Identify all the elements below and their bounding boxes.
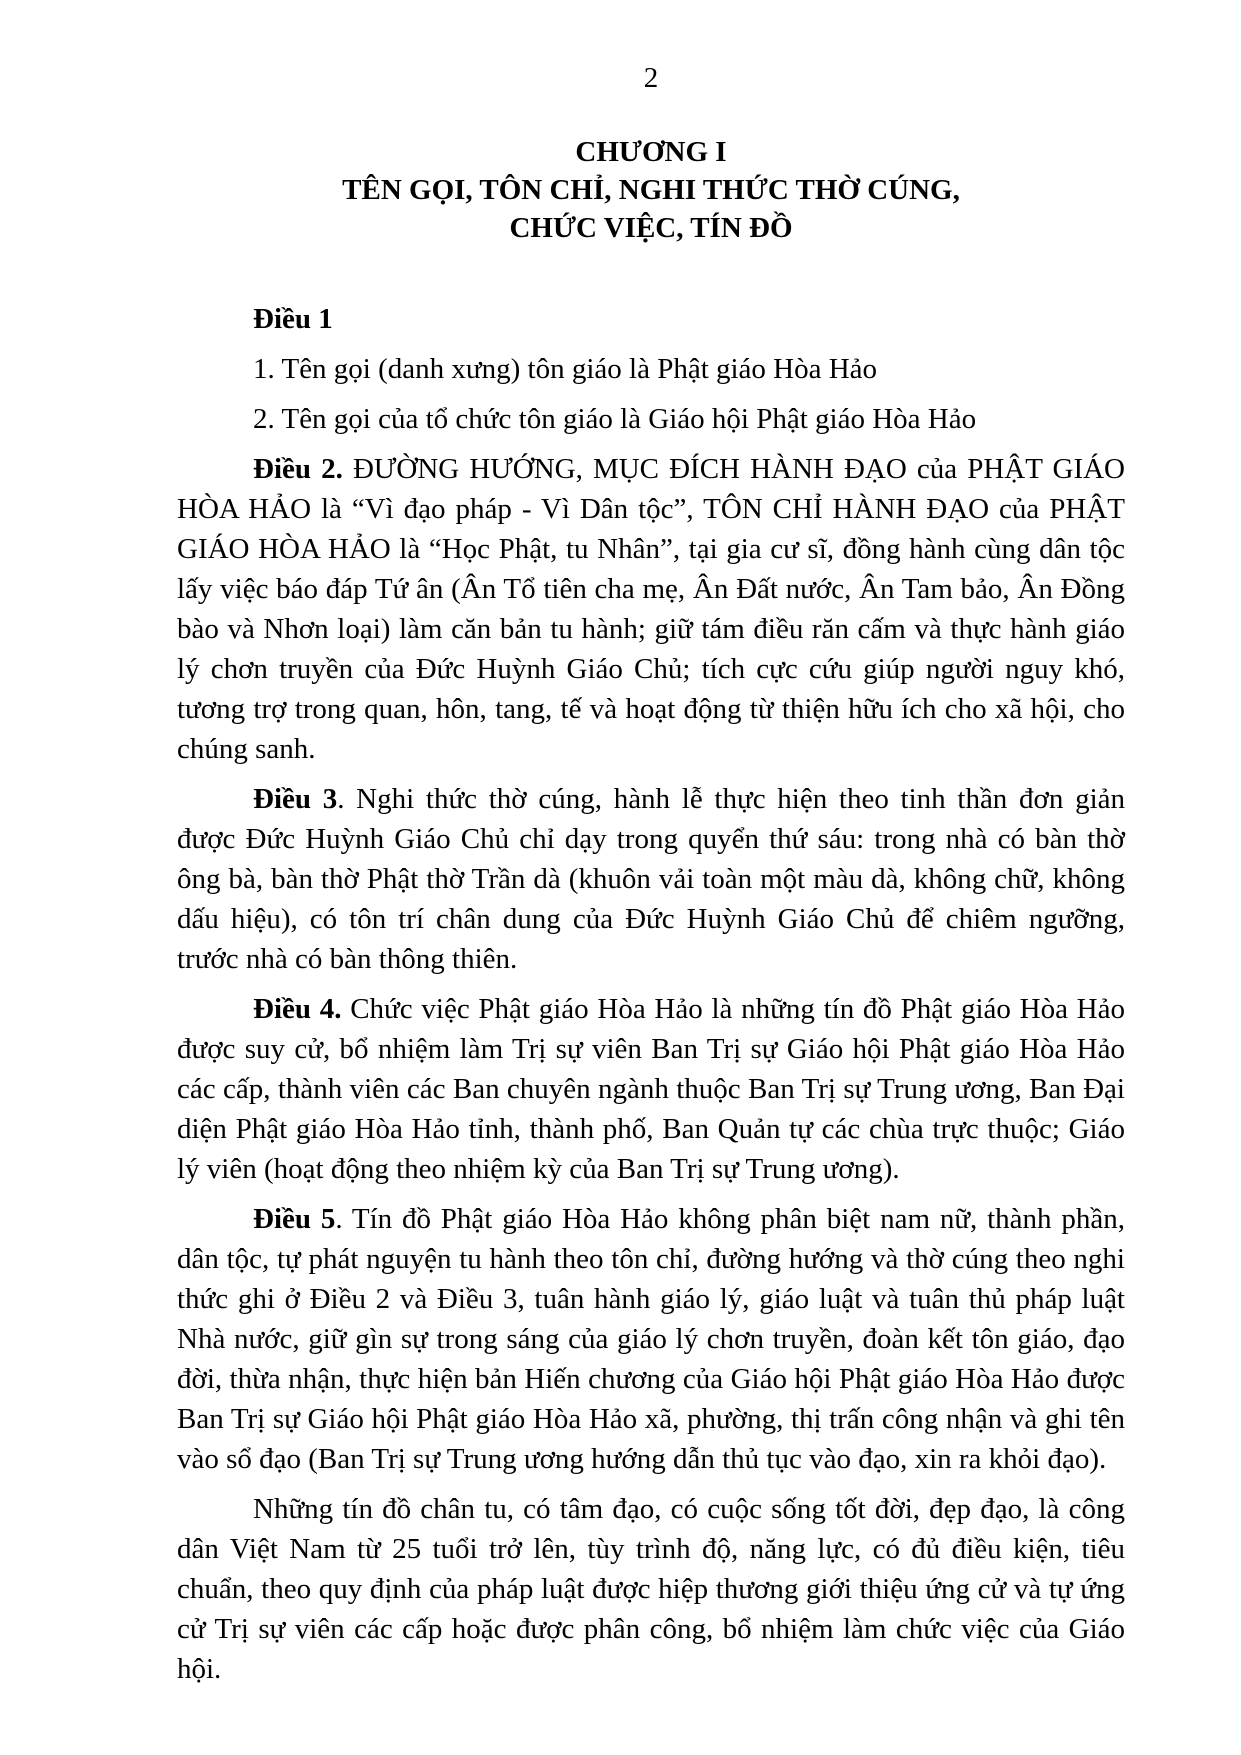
article-5-text: . Tín đồ Phật giáo Hòa Hảo không phân biệt nam nữ, thành phần, dân tộc, tự phát nguyện tu hành theo tôn chỉ, đường hướng và thờ cúng theo nghi thức ghi ở Điều 2 và Điều 3, tuân hành giáo lý, giáo luật và tuân thủ pháp luật Nhà nước, giữ gìn sự trong sáng của giáo lý chơn truyền, đoàn kết tôn giáo, đạo đời, thừa nhận, thực hiện bản Hiến chương của Giáo hội Phật giáo Hòa Hảo được Ban Trị sự Giáo hội Phật giáo Hòa Hảo xã, phường, thị trấn công nhận và ghi tên vào sổ đạo (Ban Trị sự Trung ương hướng dẫn thủ tục vào đạo, xin ra khỏi đạo). — [177, 1203, 1125, 1475]
article-1-label: Điều 1 — [253, 303, 333, 335]
article-2-paragraph — [177, 449, 1125, 769]
article-1-item-1-text: 1. Tên gọi (danh xưng) tôn giáo là Phật giáo Hòa Hảo — [253, 353, 878, 385]
article-1-item-2-text: 2. Tên gọi của tổ chức tôn giáo là Giáo hội Phật giáo Hòa Hảo — [253, 403, 977, 435]
article-3-label: Điều 3 — [253, 783, 338, 815]
article-3-text: . Nghi thức thờ cúng, hành lễ thực hiện theo tinh thần đơn giản được Đức Huỳnh Giáo Chủ chỉ dạy trong quyển thứ sáu: trong nhà có bàn thờ ông bà, bàn thờ Phật thờ Trần dà (khuôn vải toàn một màu dà, không chữ, không dấu hiệu), có tôn trí chân dung của Đức Huỳnh Giáo Chủ để chiêm ngưỡng, trước nhà có bàn thông thiên. — [177, 783, 1125, 975]
page-number: 2 — [643, 62, 659, 94]
article-1-item-1 — [177, 349, 1125, 389]
article-1-heading — [177, 299, 1125, 339]
article-4-paragraph — [177, 989, 1125, 1189]
article-1-item-2 — [177, 399, 1125, 439]
chapter-heading — [177, 133, 1125, 247]
article-4-label: Điều 4. — [253, 993, 342, 1025]
article-5-paragraph — [177, 1199, 1125, 1479]
document-body — [177, 299, 1125, 1689]
chapter-subtitle-line1: TÊN GỌI, TÔN CHỈ, NGHI THỨC THỜ CÚNG, — [342, 174, 960, 206]
closing-paragraph — [177, 1489, 1125, 1689]
chapter-title: CHƯƠNG I — [575, 136, 727, 168]
chapter-subtitle-line2: CHỨC VIỆC, TÍN ĐỒ — [509, 212, 793, 244]
article-2-label: Điều 2. — [253, 453, 343, 485]
article-4-text: Chức việc Phật giáo Hòa Hảo là những tín đồ Phật giáo Hòa Hảo được suy cử, bổ nhiệm làm Trị sự viên Ban Trị sự Giáo hội Phật giáo Hòa Hảo các cấp, thành viên các Ban chuyên ngành thuộc Ban Trị sự Trung ương, Ban Đại diện Phật giáo Hòa Hảo tỉnh, thành phố, Ban Quản tự các chùa trực thuộc; Giáo lý viên (hoạt động theo nhiệm kỳ của Ban Trị sự Trung ương). — [177, 993, 1125, 1185]
article-5-label: Điều 5 — [253, 1203, 336, 1235]
article-3-paragraph — [177, 779, 1125, 979]
closing-paragraph-text: Những tín đồ chân tu, có tâm đạo, có cuộc sống tốt đời, đẹp đạo, là công dân Việt Nam từ 25 tuổi trở lên, tùy trình độ, năng lực, có đủ điều kiện, tiêu chuẩn, theo quy định của pháp luật được hiệp thương giới thiệu ứng cử và tự ứng cử Trị sự viên các cấp hoặc được phân công, bổ nhiệm làm chức việc của Giáo hội. — [177, 1493, 1125, 1685]
article-2-text: ĐƯỜNG HƯỚNG, MỤC ĐÍCH HÀNH ĐẠO của PHẬT GIÁO HÒA HẢO là “Vì đạo pháp - Vì Dân tộc”, TÔN CHỈ HÀNH ĐẠO của PHẬT GIÁO HÒA HẢO là “Học Phật, tu Nhân”, tại gia cư sĩ, đồng hành cùng dân tộc lấy việc báo đáp Tứ ân (Ân Tổ tiên cha mẹ, Ân Đất nước, Ân Tam bảo, Ân Đồng bào và Nhơn loại) làm căn bản tu hành; giữ tám điều răn cấm và thực hành giáo lý chơn truyền của Đức Huỳnh Giáo Chủ; tích cực cứu giúp người nguy khó, tương trợ trong quan, hôn, tang, tế và hoạt động từ thiện hữu ích cho xã hội, cho chúng sanh. — [177, 453, 1126, 765]
